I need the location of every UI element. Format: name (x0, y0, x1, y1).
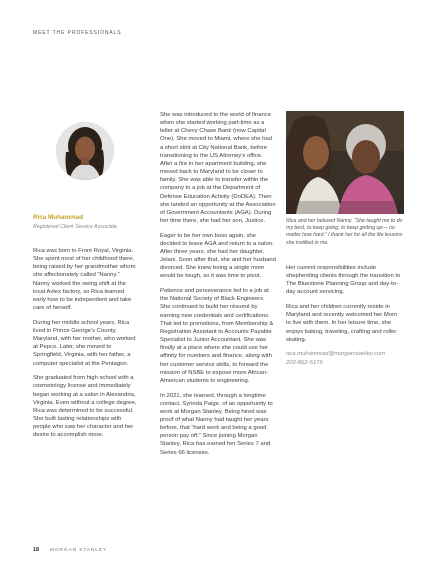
paragraph: During her middle school years, Rica lived in Prince George’s County, Maryland, with her mother, who worked at Pepco. Later, she moved to Springfield, Virginia, with her father, a computer specialist at the Pentagon. (33, 319, 136, 367)
paragraph: Rica was born in Front Royal, Virginia. She spent most of her childhood there, being raised by her grandmother whom she affectionately called “Nanny.” Nanny worked the swing shift at the local Avtex factory, so Rica learned early how to be independent and take care of herself. (33, 248, 136, 312)
paragraph: Rica and her children currently reside in Maryland and recently welcomed her Mom to live with them. In her leisure time, she enjoys baking, traveling, crafting and roller skating. (286, 304, 397, 343)
section-label: MEET THE PROFESSIONALS (33, 30, 122, 36)
article-column-2 (160, 111, 276, 463)
paragraph: In 2021, she learned, through a longtime contact, Syrinda Paige, of an opportunity to work at Morgan Stanley. Being hired was proof of what Nanny had taught her years before, that “hard work and being a good person pay off.” Since joining Morgan Stanley, Rica has earned her Series 7 and Series 66 licenses. (160, 392, 273, 456)
photo-caption: Rica and her beloved Nanny. “She taught me to do my best, to keep going, to keep getting up— no matter how hard.” I thank her for all the life lessons she instilled in me. (286, 218, 403, 246)
profile-name: Rica Muhammad (33, 214, 84, 221)
profile-portrait (56, 122, 114, 180)
footer-brand: MORGAN STANLEY (50, 548, 108, 553)
portrait-image (56, 122, 114, 180)
contact-email: rica.muhammad@morganstanley.com (286, 351, 386, 358)
contact-phone: 202-862-5179 (286, 359, 323, 366)
paragraph: She was introduced to the world of finance when she started working part-time as a teller at Chevy Chase Bank (now Capital One). She moved to Miami, where she had a short stint at City National Bank, before transitioning to the US Attorney’s office. After a fire in her apartment building, she moved back to Maryland to be closer to family. She was able to transfer within the company to a job at the Department of Defense Education Activity (DoDEA). Then she landed an opportunity at the Association of Government Accountants (AGA). During her time there, she had her son, Justice. (160, 112, 276, 225)
profile-role: Registered Client Service Associate (33, 224, 118, 230)
article-column-3 (286, 264, 402, 367)
paragraph: Her current responsibilities include shepherding clients through the transition to The Bluestone Planning Group and day-to-day account servicing. (286, 265, 401, 296)
paragraph: Patience and perseverance led to a job at the National Society of Black Engineers. She continued to build her résumé by earning new credentials and certifications. That led to promotions, from Membership & Registration Assistant to Accounts Payable Specialist to Junior Accountant. She was finally at a place where she could use her affinity for numbers and finance, along with her customer service skills, to forward the mission of NSBE to expose more African-American students to engineering. (160, 288, 274, 384)
article-column-1 (33, 247, 137, 446)
paragraph: She graduated from high school with a cosmetology license and immediately began working at a salon in Alexandria, Virginia. Even without a college degree, Rica was determined to be successful. She built lasting relationships with people who saw her character and her desire to accomplish more. (33, 375, 137, 439)
paragraph: Eager to be her own boss again, she decided to leave AGA and return to a salon. After three years, she had her daughter, Jelani. Soon after that, she and her husband divorced. She knew being a single mom would be tough, so it was time to pivot. (160, 232, 276, 280)
page-number: 18 (33, 547, 40, 553)
family-photo (286, 111, 404, 214)
